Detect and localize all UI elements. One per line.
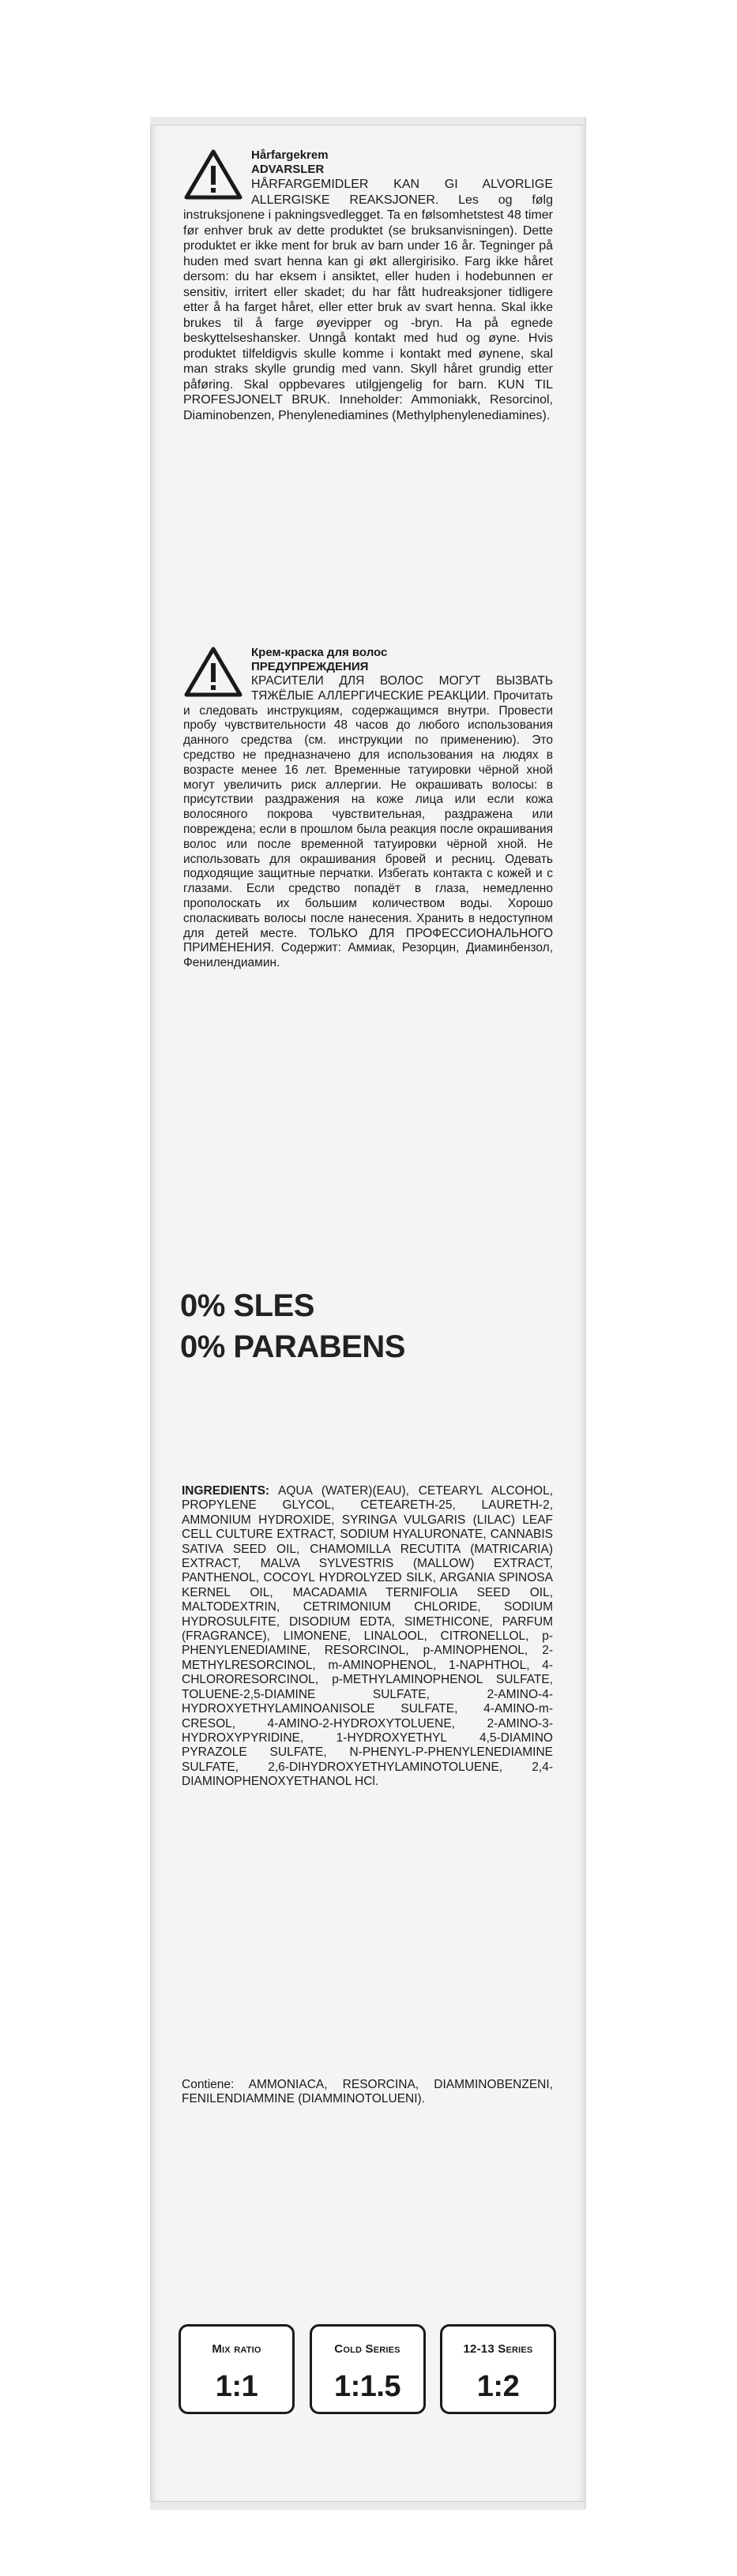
claim-parabens: 0% PARABENS: [180, 1329, 405, 1364]
ratio-box-12-13: [440, 2324, 556, 2414]
product-name-no: Hårfargekrem: [251, 148, 329, 162]
warning-heading-no: ADVARSLER: [251, 163, 325, 176]
ingredients-label: INGREDIENTS:: [182, 1484, 270, 1498]
warning-text-no: HÅRFARGEMIDLER KAN GI ALVORLIGE ALLERGISKE REAKSJONER. Les og følg instruksjonene i pakningsvedlegget. Ta en følsomhetstest 48 timer før enhver bruk av dette produktet (se bruksanvisningen). Dette produktet er ikke ment for bruk av barn under 16 år. Tegninger på huden med svart henna kan gi økt allergirisiko. Farg ikke håret dersom: du har eksem i ansiktet, eller huden i hodebunnen er sensitiv, irritert eller skadet; du har fått hudreaksjoner tidligere etter å ha farget håret, eller etter bruk av svart henna. Skal ikke brukes til å farge øyevipper og -bryn. Ha på egnede beskyttelseshansker. Unngå kontakt med hud og øyne. Hvis produktet tilfeldigvis skulle komme i kontakt med øynene, skal man straks skylle grundig med vann. Skyll håret grundig etter påføring. Skal oppbevares utilgjengelig for barn. KUN TIL PROFESJONELT BRUK. Inneholder: Ammoniakk, Resorcinol, Diaminobenzen, Phenylenediamines (Methylphenylenediamines).: [183, 178, 553, 422]
ratio-value: 1:2: [476, 2370, 520, 2403]
warning-block-russian: [183, 646, 553, 971]
ratio-label: Cold Series: [334, 2342, 400, 2356]
warning-block-norwegian: [183, 148, 553, 423]
ratio-value: 1:1.5: [333, 2370, 401, 2403]
contiene-text: Contiene: AMMONIACA, RESORCINA, DIAMMINOBENZENI, FENILENDIAMMINE (DIAMMINOTOLUENI).: [182, 2078, 553, 2106]
ratio-label: Mix ratio: [212, 2342, 261, 2356]
ratio-box-cold: [310, 2324, 426, 2414]
warning-triangle-icon: [183, 148, 243, 201]
ratio-box-mix: [179, 2324, 295, 2414]
ratio-label: 12-13 Series: [463, 2342, 533, 2356]
ratio-value: 1:1: [215, 2370, 258, 2403]
ingredients-text: AQUA (WATER)(EAU), CETEARYL ALCOHOL, PROPYLENE GLYCOL, CETEARETH-25, LAURETH-2, AMMONIUM HYDROXIDE, SYRINGA VULGARIS (LILAC) LEAF CELL CULTURE EXTRACT, SODIUM HYALURONATE, CANNABIS SATIVA SEED OIL, CHAMOMILLA RECUTITA (MATRICARIA) EXTRACT, MALVA SYLVESTRIS (MALLOW) EXTRACT, PANTHENOL, COCOYL HYDROLYZED SILK, ARGANIA SPINOSA KERNEL OIL, MACADAMIA TERNIFOLIA SEED OIL, MALTODEXTRIN, CETRIMONIUM CHLORIDE, SODIUM HYDROSULFITE, DISODIUM EDTA, SIMETHICONE, PARFUM (FRAGRANCE), LIMONENE, LINALOOL, CITRONELLOL, p-PHENYLENEDIAMINE, RESORCINOL, p-AMINOPHENOL, 2-METHYLRESORCINOL, m-AMINOPHENOL, 1-NAPHTHOL, 4-CHLORORESORCINOL, p-METHYLAMINOPHENOL SULFATE, TOLUENE-2,5-DIAMINE SULFATE, 2-AMINO-4-HYDROXYETHYLAMINOANISOLE SULFATE, 4-AMINO-m-CRESOL, 4-AMINO-2-HYDROXYTOLUENE, 2-AMINO-3-HYDROXYPYRIDINE, 1-HYDROXYETHYL 4,5-DIAMINO PYRAZOLE SULFATE, N-PHENYL-P-PHENYLENEDIAMINE SULFATE, 2,6-DIHYDROXYETHYLAMINOTOLUENE, 2,4-DIAMINOPHENOXYETHANOL HCl.: [182, 1484, 554, 1789]
claims: [180, 1285, 405, 1367]
product-name-ru: Крем-краска для волос: [251, 646, 388, 659]
warning-text-ru: КРАСИТЕЛИ ДЛЯ ВОЛОС МОГУТ ВЫЗВАТЬ ТЯЖЁЛЫЕ АЛЛЕРГИЧЕСКИЕ РЕАКЦИИ. Прочитать и следовать инструкциям, содержащимся внутри. Провести пробу чувствительности 48 часов до любого использования данного средства (см. инструкции по применению). Это средство не предназначено для использования на людях в возрасте менее 16 лет. Временные татуировки чёрной хной могут увеличить риск аллергии. Не окрашивать волосы: в присутствии раздражения на коже лица или если кожа волосяного покрова чувствительная, раздражена или повреждена; если в прошлом была реакция после окрашивания волос или после временной татуировки чёрной хной. Не использовать для окрашивания бровей и ресниц. Одевать подходящие защитные перчатки. Избегать контакта с кожей и с глазами. Если средство попадёт в глаза, немедленно прополоскать их большим количеством воды. Хорошо споласкивать волосы после нанесения. Хранить в недоступном для детей месте. ТОЛЬКО ДЛЯ ПРОФЕССИОНАЛЬНОГО ПРИМЕНЕНИЯ. Содержит: Аммиак, Резорцин, Диаминбензол, Фенилендиамин.: [183, 674, 553, 970]
warning-triangle-icon: [183, 646, 243, 698]
claim-sles: 0% SLES: [180, 1288, 314, 1323]
package-top-edge: [150, 117, 585, 126]
mix-ratios: [179, 2324, 556, 2417]
package-bottom-edge: [150, 2501, 585, 2510]
warning-heading-ru: ПРЕДУПРЕЖДЕНИЯ: [251, 660, 369, 673]
ingredients-list: [182, 1484, 553, 1790]
